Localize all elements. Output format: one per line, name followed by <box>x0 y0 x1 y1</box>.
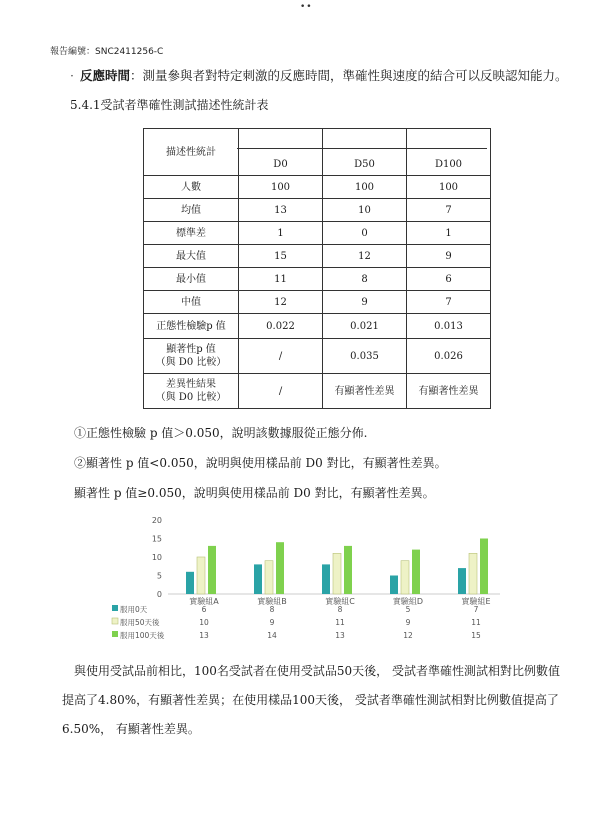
bar-3 <box>412 550 420 594</box>
table-cell: 0.022 <box>239 314 323 339</box>
table-cell: 有顯著性差異 <box>407 374 491 409</box>
table-cell: 10 <box>323 199 407 222</box>
legend-label: 服用0天 <box>120 605 148 614</box>
table-cell: 100 <box>239 176 323 199</box>
table-cell: 9 <box>407 245 491 268</box>
table-cell: 1 <box>407 222 491 245</box>
table-cell: 15 <box>239 245 323 268</box>
section-title: 5.4.1受試者準確性測試描述性統計表 <box>70 98 269 112</box>
table-cell: 7 <box>407 199 491 222</box>
y-tick-label: 5 <box>156 571 162 581</box>
y-tick-label: 20 <box>151 516 162 525</box>
note-normality: ①正態性檢驗 p 值＞0.050，說明該數據服從正態分佈. <box>74 426 368 440</box>
table-cell: 6 <box>407 268 491 291</box>
bar-3 <box>480 539 488 595</box>
data-label: 14 <box>267 631 277 640</box>
conclusion-line: 6.50%， 有顯著性差異。 <box>62 722 200 736</box>
data-label: 11 <box>335 618 345 627</box>
table-col-header: D50 <box>323 129 407 176</box>
table-cell: 0.021 <box>323 314 407 339</box>
legend-label: 服用50天後 <box>120 618 160 627</box>
legend-label: 服用100天後 <box>120 631 165 640</box>
table-cell: 9 <box>323 291 407 314</box>
legend-swatch <box>112 618 118 624</box>
conclusion-line: 提高了4.80%，有顯著性差異；在使用樣品100天後， 受試者準確性測試相對比例數值提高了 <box>62 693 559 707</box>
row-label: 人數 <box>144 176 239 199</box>
bar-2 <box>469 553 477 594</box>
data-label: 12 <box>403 631 413 640</box>
table-cell: 100 <box>323 176 407 199</box>
table-cell: 11 <box>239 268 323 291</box>
table-header-label: 描述性統計 <box>144 129 239 176</box>
y-tick-label: 10 <box>151 553 162 562</box>
category-label: 實驗組B <box>257 597 287 606</box>
table-cell: 0.026 <box>407 339 491 374</box>
y-tick-label: 0 <box>156 590 162 599</box>
data-label: 13 <box>199 631 209 640</box>
bar-2 <box>333 553 341 594</box>
data-label: 9 <box>405 618 411 627</box>
category-label: 實驗組C <box>325 597 355 606</box>
bar-1 <box>390 576 398 595</box>
data-label: 5 <box>405 605 411 614</box>
bar-1 <box>186 572 194 594</box>
row-label: 正態性檢驗p 值 <box>144 314 239 339</box>
row-label-line: （與 D0 比較） <box>155 357 227 368</box>
table-cell: 8 <box>323 268 407 291</box>
bar-2 <box>401 561 409 594</box>
row-label-line: （與 D0 比較） <box>155 392 227 403</box>
bar-3 <box>208 546 216 594</box>
category-label: 實驗組A <box>189 597 219 606</box>
legend-swatch <box>112 631 118 637</box>
conclusion-line: 與使用受試品前相比，100名受試者在使用受試品50天後， 受試者準確性測試相對比例數值 <box>74 664 560 678</box>
y-tick-label: 15 <box>151 534 162 544</box>
table-cell: 13 <box>239 199 323 222</box>
category-label: 實驗組E <box>461 597 491 606</box>
table-cell: 12 <box>239 291 323 314</box>
table-col-header: D100 <box>407 129 491 176</box>
bullet-text: ：測量參與者對特定刺激的反應時間，準確性與速度的結合可以反映認知能力。 <box>130 68 568 83</box>
table-cell: 0.035 <box>323 339 407 374</box>
row-label: 中值 <box>144 291 239 314</box>
row-label: 最小值 <box>144 268 239 291</box>
data-label: 8 <box>269 605 275 614</box>
row-label: 最大值 <box>144 245 239 268</box>
data-label: 11 <box>471 618 481 627</box>
category-label: 實驗組D <box>392 597 424 606</box>
bar-1 <box>458 568 466 594</box>
row-label-line: 差異性結果 <box>166 379 216 390</box>
table-cell: 12 <box>323 245 407 268</box>
report-number: 報告編號：SNC2411256-C <box>50 47 164 57</box>
data-label: 6 <box>201 605 207 614</box>
row-label: 標準差 <box>144 222 239 245</box>
page-top-mark: •• <box>300 2 313 12</box>
bar-3 <box>276 542 284 594</box>
legend-swatch <box>112 605 118 611</box>
bar-2 <box>197 557 205 594</box>
note-significance: ②顯著性 p 值<0.050，說明與使用樣品前 D0 對比，有顯著性差異。 <box>74 456 447 470</box>
table-cell: 有顯著性差異 <box>323 374 407 409</box>
bullet-term: 反應時間 <box>79 68 130 83</box>
table-col-header: D0 <box>239 129 323 176</box>
table-cell: 7 <box>407 291 491 314</box>
data-label: 13 <box>335 631 345 640</box>
row-label: 均值 <box>144 199 239 222</box>
data-label: 15 <box>471 631 481 640</box>
bar-1 <box>254 564 262 594</box>
note-significance-alt: 顯著性 p 值≥0.050，說明與使用樣品前 D0 對比，有顯著性差異。 <box>74 486 435 500</box>
table-cell: 100 <box>407 176 491 199</box>
row-label-line: 顯著性p 值 <box>166 344 216 355</box>
data-label: 9 <box>269 618 275 627</box>
data-label: 10 <box>199 618 209 627</box>
table-cell: / <box>239 339 323 374</box>
table-cell: 0.013 <box>407 314 491 339</box>
data-label: 8 <box>337 605 343 614</box>
bar-1 <box>322 564 330 594</box>
bar-2 <box>265 561 273 594</box>
bullet-dot: · <box>70 68 74 83</box>
table-cell: 0 <box>323 222 407 245</box>
bar-3 <box>344 546 352 594</box>
data-label: 7 <box>473 605 479 614</box>
table-cell: 1 <box>239 222 323 245</box>
table-cell: / <box>239 374 323 409</box>
